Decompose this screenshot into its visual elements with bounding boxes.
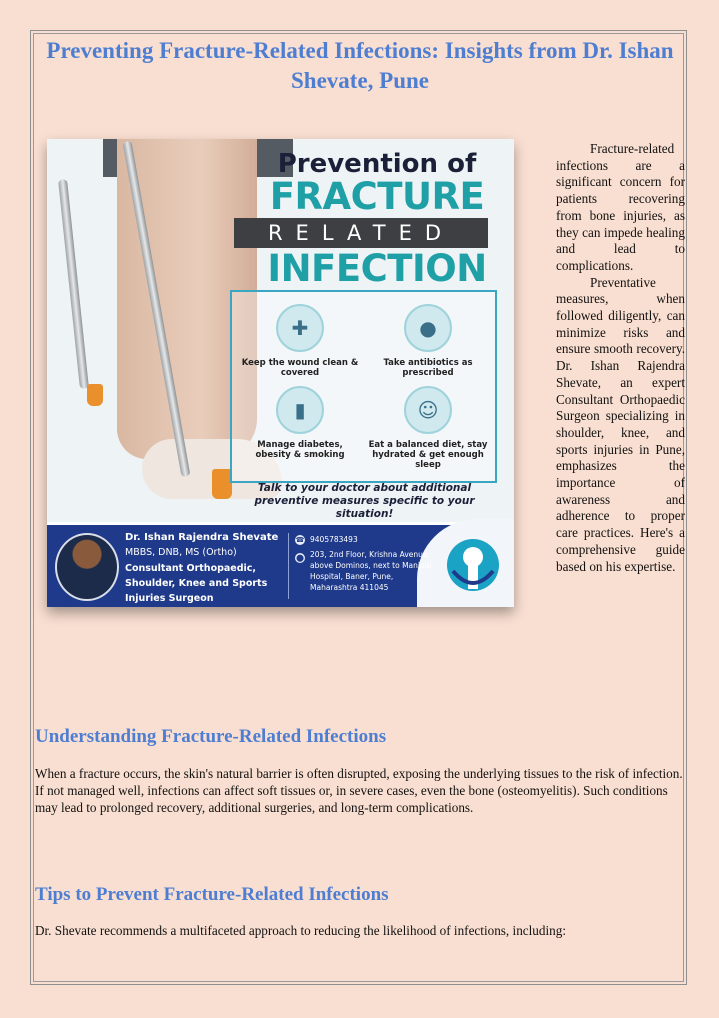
doctor-name: Dr. Ishan Rajendra Shevate <box>125 532 279 543</box>
tip-label: Keep the wound clean & covered <box>241 358 359 378</box>
tip-manage-conditions <box>240 386 360 460</box>
glucose-meter-icon: ▮ <box>276 386 324 434</box>
document-title: Preventing Fracture-Related Infections: Insights from Dr. Ishan Shevate, Pune <box>46 38 674 93</box>
tip-label: Manage diabetes, obesity & smoking <box>255 440 345 460</box>
phone-icon: ☎ <box>295 536 305 544</box>
section-body-understanding: When a fracture occurs, the skin's natural barrier is often disrupted, exposing the underlying tissues to the risk of infection. If not managed well, infections can affect soft tissues or, in severe cases, even the bone (osteomyelitis). Such conditions may lead to prolonged recovery, additional surgeries, and long-term complications. <box>35 766 683 815</box>
poster-title-line4: INFECTION <box>267 247 487 290</box>
tip-label: Take antibiotics as prescribed <box>383 358 473 378</box>
crutch-tip-left <box>87 384 103 406</box>
location-pin-icon: ⬤ <box>296 554 304 562</box>
section-heading-understanding: Understanding Fracture-Related Infections <box>35 726 387 747</box>
intro-paragraph-2: Preventative measures, when followed diligently, can minimize risks and ensure smooth recovery. Dr. Ishan Rajendra Shevate, an expert Consultant Orthopaedic Surgeon specializing in shoulder, knee, and sports injuries in Pune, emphasizes the importance of awareness and adherence to proper care practices. Here's a comprehensive guide based on his expertise. <box>556 274 685 574</box>
doctor-advice-note: Talk to your doctor about additional preventive measures specific to your situation! <box>254 482 475 520</box>
doctor-address: 203, 2nd Floor, Krishna Avenue, above Dominos, next to Manipal Hospital, Baner, Pune, Maharashtra 411045 <box>310 550 432 592</box>
doctor-degrees: MBBS, DNB, MS (Ortho) <box>125 547 237 558</box>
infographic-poster <box>47 139 514 607</box>
prevention-tips-box <box>230 290 497 483</box>
doctor-specialty: Consultant Orthopaedic, Shoulder, Knee and Sports Injuries Surgeon <box>125 563 268 604</box>
bandage-icon: ✚ <box>276 304 324 352</box>
poster-title-line2: FRACTURE <box>269 175 485 218</box>
poster-title-line3: RELATED <box>234 218 488 248</box>
clinic-logo-icon <box>445 535 501 595</box>
healthy-woman-icon: ☺ <box>404 386 452 434</box>
tip-healthy-lifestyle <box>368 386 488 470</box>
banner-divider <box>288 533 289 599</box>
tip-wound-care <box>240 304 360 378</box>
intro-column <box>556 141 685 575</box>
pills-icon: ● <box>404 304 452 352</box>
section-body-tips: Dr. Shevate recommends a multifaceted approach to reducing the likelihood of infections, including: <box>35 923 567 938</box>
tip-antibiotics <box>368 304 488 378</box>
section-heading-tips: Tips to Prevent Fracture-Related Infections <box>35 884 389 905</box>
doctor-photo <box>55 533 119 601</box>
tip-label: Eat a balanced diet, stay hydrated & get enough sleep <box>368 440 488 470</box>
poster-title-line1: Prevention of <box>277 149 477 179</box>
intro-paragraph-1: Fracture-related infections are a significant concern for patients recovering from bone injuries, as they can impede healing and lead to complications. <box>556 141 685 273</box>
doctor-phone: 9405783493 <box>310 535 358 544</box>
